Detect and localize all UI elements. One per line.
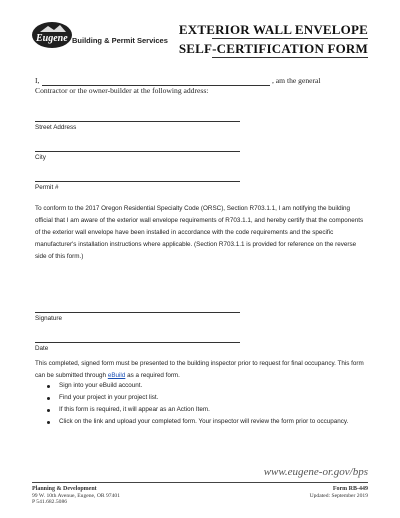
logo-subtitle: Building & Permit Services — [72, 36, 168, 45]
list-item: Find your project in your project list. — [35, 392, 348, 404]
date-line[interactable] — [35, 342, 240, 343]
ebuild-link[interactable]: eBuild — [107, 372, 126, 379]
city-line[interactable] — [35, 151, 240, 152]
form-number: Form RB-449 — [332, 486, 368, 492]
form-title-line2: SELF-CERTIFICATION FORM — [178, 41, 368, 56]
form-updated: Updated: September 2019 — [309, 492, 368, 499]
title-underline-2 — [212, 57, 368, 58]
intro-prefix: I, — [35, 76, 40, 85]
department-phone: P 541.682.5086 — [32, 499, 68, 506]
footer-right — [310, 486, 368, 499]
permit-label: Permit # — [35, 184, 59, 191]
submission-paragraph — [35, 358, 367, 382]
street-address-label: Street Address — [35, 124, 77, 131]
city-label: City — [35, 154, 46, 161]
website-url[interactable]: www.eugene-or.gov/bps — [263, 466, 368, 478]
instruction-list — [35, 380, 348, 428]
submission-text: This completed, signed form must be presented to the building inspector prior to request for final occupancy. This form can be submitted through — [35, 360, 364, 379]
permit-line[interactable] — [35, 181, 240, 182]
list-item: If this form is required, it will appear as an Action Item. — [35, 404, 348, 416]
department-name: Planning & Development — [32, 486, 97, 492]
title-underline-1 — [212, 38, 368, 39]
street-address-line[interactable] — [35, 121, 240, 122]
logo-wordmark: Eugene — [36, 33, 68, 44]
intro-line2: Contractor or the owner-builder at the following address: — [35, 86, 209, 95]
list-item: Click on the link and upload your completed form. Your inspector will review the form prior to occupancy. — [35, 416, 348, 428]
intro-suffix: , am the general — [272, 76, 321, 85]
date-label: Date — [35, 345, 49, 352]
certification-paragraph: To conform to the 2017 Oregon Residential Specialty Code (ORSC), Section R703.1.1, I am notifying the building official that I am aware of the exterior wall envelope requirements of R703.1.1, and hereby certify that the components of the exterior wall envelope have been installed in accordance with the code requirements and the specific manufacturer's installation instructions where applicable. (Section R703.1.1 is provided for reference on the reverse side of this form.) — [35, 205, 364, 260]
footer-left — [32, 486, 120, 506]
signature-line[interactable] — [35, 312, 240, 313]
list-item: Sign into your eBuild account. — [35, 380, 348, 392]
footer-divider — [32, 482, 368, 483]
submission-text-end: as a required form. — [127, 372, 180, 379]
eugene-logo — [32, 22, 168, 52]
department-address: 99 W. 10th Avenue, Eugene, OR 97401 — [32, 492, 120, 499]
form-title-line1: EXTERIOR WALL ENVELOPE — [178, 22, 368, 37]
signature-label: Signature — [35, 315, 62, 322]
logo-emblem — [32, 22, 72, 48]
